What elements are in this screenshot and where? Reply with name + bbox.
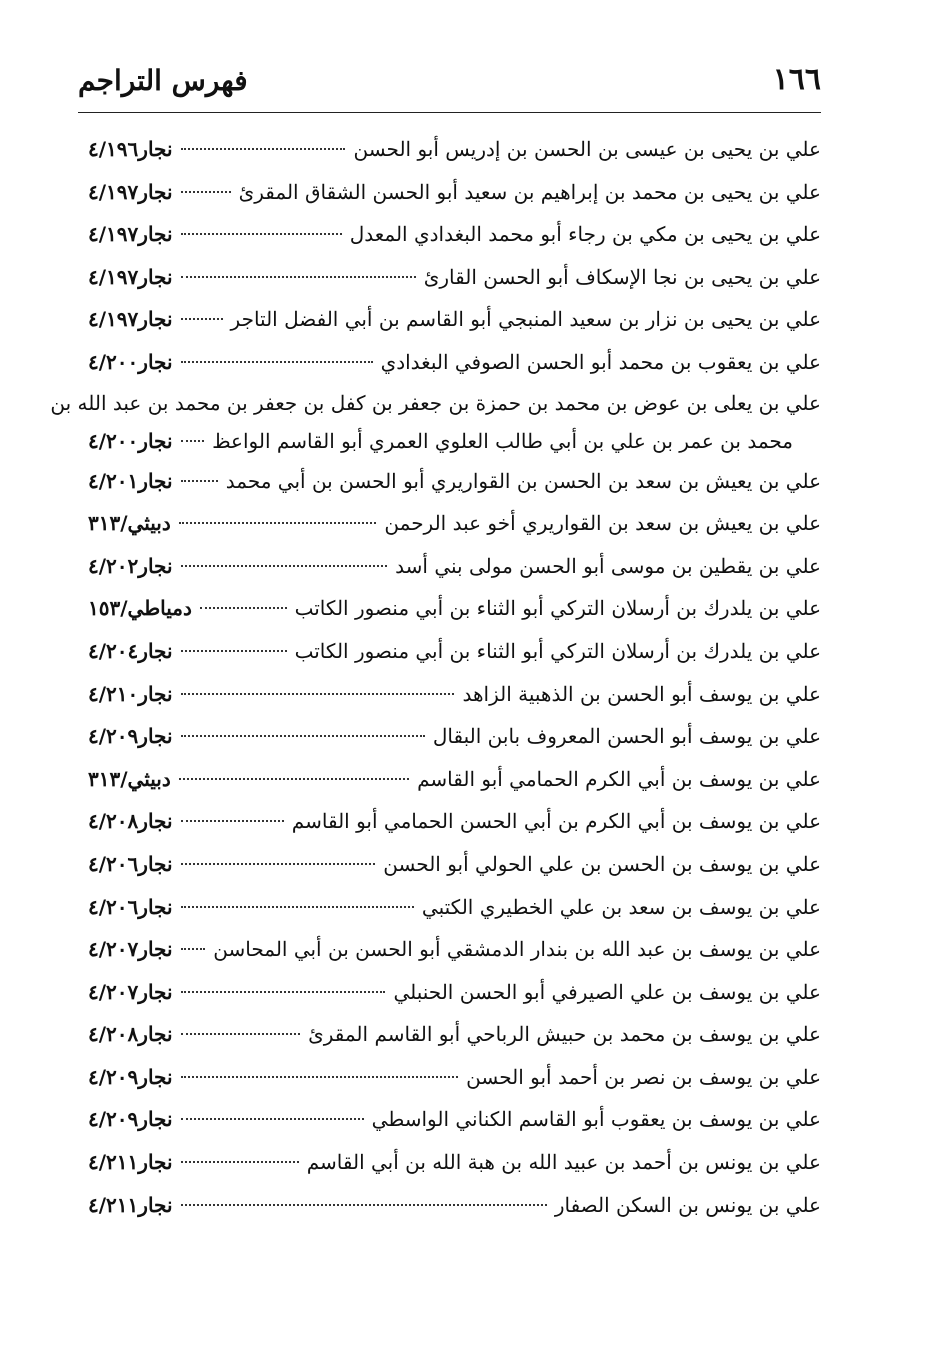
dot-leader xyxy=(179,778,409,780)
dot-leader xyxy=(181,1161,299,1163)
entry-name: علي بن يعيش بن سعد بن القواريري أخو عبد الرحمن xyxy=(384,511,821,536)
dot-leader xyxy=(181,863,376,865)
entry-name: علي بن يوسف أبو الحسن بن الذهبية الزاهد xyxy=(462,681,821,706)
entry-name: علي بن يوسف بن محمد بن حبيش الرباحي أبو القاسم المقرئ xyxy=(308,1022,821,1047)
entry-reference: نجار٤/١٩٦ xyxy=(88,137,173,161)
entry-name: علي بن يعيش بن سعد بن الحسن بن القواريري أبو الحسن بن أبي محمد xyxy=(225,468,821,493)
entry-reference: دمياطي/١٥٣ xyxy=(88,596,192,621)
index-entry xyxy=(88,341,821,384)
entry-name: علي بن يوسف بن أبي الكرم بن أبي الحسن الحمامي أبو القاسم xyxy=(291,809,821,834)
index-entry xyxy=(88,502,821,545)
dot-leader xyxy=(200,607,287,609)
dot-leader xyxy=(181,480,218,482)
dot-leader xyxy=(181,1118,364,1120)
entry-reference: نجار٤/٢٠٩ xyxy=(88,724,173,749)
dot-leader xyxy=(181,948,206,950)
entry-reference: نجار٤/٢٠٧ xyxy=(88,937,173,962)
dot-leader xyxy=(181,440,205,442)
entry-reference: نجار٤/٢١١ xyxy=(88,1150,173,1175)
dot-leader xyxy=(181,276,416,278)
dot-leader xyxy=(181,148,346,150)
entry-reference: نجار٤/٢٠٠ xyxy=(88,349,173,374)
entry-name: علي بن يوسف بن الحسن بن علي الحولي أبو الحسن xyxy=(383,851,821,876)
entry-reference: نجار٤/١٩٧ xyxy=(88,264,173,289)
index-entry xyxy=(88,843,821,886)
entry-name: محمد بن عمر بن علي بن أبي طالب العلوي العمري أبو القاسم الواعظ xyxy=(212,428,793,453)
entry-reference: نجار٤/٢٠١ xyxy=(88,468,173,493)
index-entry xyxy=(88,886,821,929)
dot-leader xyxy=(181,693,455,695)
index-entry xyxy=(88,630,821,673)
entry-name: علي بن يلدرك بن أرسلان التركي أبو الثناء بن أبي منصور الكاتب xyxy=(294,638,821,663)
dot-leader xyxy=(181,906,414,908)
index-entry xyxy=(88,673,821,716)
index-entry xyxy=(88,256,821,299)
index-entry xyxy=(88,800,821,843)
dot-leader xyxy=(181,361,373,363)
entry-reference: نجار٤/٢١١ xyxy=(88,1192,173,1217)
entry-name: علي بن يوسف بن أبي الكرم الحمامي أبو القاسم xyxy=(417,766,821,791)
dot-leader xyxy=(181,318,223,320)
entry-name: علي بن يوسف بن سعد بن علي الخطيري الكتبي xyxy=(421,894,821,919)
entry-reference: نجار٤/٢١٠ xyxy=(88,681,173,706)
entry-name: علي بن يوسف أبو الحسن المعروف بابن البقال xyxy=(432,724,821,749)
entry-reference: نجار٤/١٩٧ xyxy=(88,222,173,247)
entry-reference: دبيثي/٣١٣ xyxy=(88,766,171,791)
entry-reference: نجار٤/٢٠٩ xyxy=(88,1107,173,1132)
index-entry xyxy=(50,384,821,422)
index-entry xyxy=(88,587,821,630)
running-title: فهرس التراجم xyxy=(78,64,248,97)
entry-name: علي بن يعلى بن عوض بن محمد بن حمزة بن جعفر بن كفل بن جعفر بن محمد بن عبد الله بن xyxy=(50,390,821,415)
entry-reference: نجار٤/١٩٧ xyxy=(88,307,173,332)
dot-leader xyxy=(181,191,231,193)
entry-name: علي بن يوسف بن يعقوب أبو القاسم الكناني الواسطي xyxy=(371,1107,821,1132)
index-entry xyxy=(88,1184,821,1227)
entry-reference: دبيثي/٣١٣ xyxy=(88,511,171,536)
dot-leader xyxy=(181,820,284,822)
dot-leader xyxy=(181,735,425,737)
index-entry xyxy=(88,460,821,503)
dot-leader xyxy=(181,991,386,993)
entry-reference: نجار٤/٢٠٧ xyxy=(88,979,173,1004)
dot-leader xyxy=(179,522,377,524)
page-header xyxy=(78,60,821,113)
entry-reference: نجار٤/٢٠٨ xyxy=(88,1022,173,1047)
index-entry xyxy=(88,1013,821,1056)
index-entry xyxy=(88,1098,821,1141)
index-entry xyxy=(88,1141,821,1184)
dot-leader xyxy=(181,650,287,652)
entry-name: علي بن يقطين بن موسى أبو الحسن مولى بني أسد xyxy=(395,553,821,578)
entry-reference: نجار٤/٢٠٢ xyxy=(88,553,173,578)
dot-leader xyxy=(181,1204,547,1206)
entry-name: علي بن يعقوب بن محمد أبو الحسن الصوفي البغدادي xyxy=(380,349,821,374)
index-entry xyxy=(88,715,821,758)
entry-name: علي بن يوسف بن علي الصيرفي أبو الحسن الحنبلي xyxy=(393,979,821,1004)
entry-name: علي بن يونس بن أحمد بن عبيد الله بن هبة الله بن أبي القاسم xyxy=(306,1150,821,1175)
index-entry xyxy=(88,971,821,1014)
index-entry xyxy=(88,422,821,460)
index-entry xyxy=(88,928,821,971)
entry-name: علي بن يونس بن السكن الصفار xyxy=(554,1192,821,1217)
entry-name: علي بن يحيى بن نجا الإسكاف أبو الحسن القارئ xyxy=(423,264,821,289)
entry-reference: نجار٤/٢٠٨ xyxy=(88,809,173,834)
index-entry xyxy=(88,298,821,341)
entry-reference: نجار٤/١٩٧ xyxy=(88,179,173,204)
index-entry xyxy=(88,1056,821,1099)
dot-leader xyxy=(181,233,342,235)
entry-name: علي بن يحيى بن مكي بن رجاء أبو محمد البغدادي المعدل xyxy=(349,222,821,247)
dot-leader xyxy=(181,565,388,567)
entry-name: علي بن يحيى بن محمد بن إبراهيم بن سعيد أبو الحسن الشقاق المقرئ xyxy=(238,179,821,204)
page-number: ١٦٦ xyxy=(772,62,821,97)
entry-name: علي بن يحيى بن نزار بن سعيد المنبجي أبو القاسم بن أبي الفضل التاجر xyxy=(230,307,821,332)
index-entry xyxy=(88,758,821,801)
entry-name: علي بن يوسف بن عبد الله بن بندار الدمشقي أبو الحسن بن أبي المحاسن xyxy=(213,937,821,962)
entry-reference: نجار٤/٢٠٠ xyxy=(88,428,173,453)
entry-reference: نجار٤/٢٠٦ xyxy=(88,894,173,919)
index-entry xyxy=(88,545,821,588)
biography-index-list xyxy=(50,128,821,1226)
entry-name: علي بن يحيى بن عيسى بن الحسن بن إدريس أبو الحسن xyxy=(353,137,821,161)
dot-leader xyxy=(181,1033,301,1035)
index-entry xyxy=(88,128,821,171)
entry-name: علي بن يلدرك بن أرسلان التركي أبو الثناء بن أبي منصور الكاتب xyxy=(294,596,821,621)
index-entry xyxy=(88,171,821,214)
entry-reference: نجار٤/٢٠٩ xyxy=(88,1064,173,1089)
dot-leader xyxy=(181,1076,459,1078)
entry-reference: نجار٤/٢٠٤ xyxy=(88,638,173,663)
index-entry xyxy=(88,213,821,256)
entry-reference: نجار٤/٢٠٦ xyxy=(88,851,173,876)
entry-name: علي بن يوسف بن نصر بن أحمد أبو الحسن xyxy=(466,1064,821,1089)
